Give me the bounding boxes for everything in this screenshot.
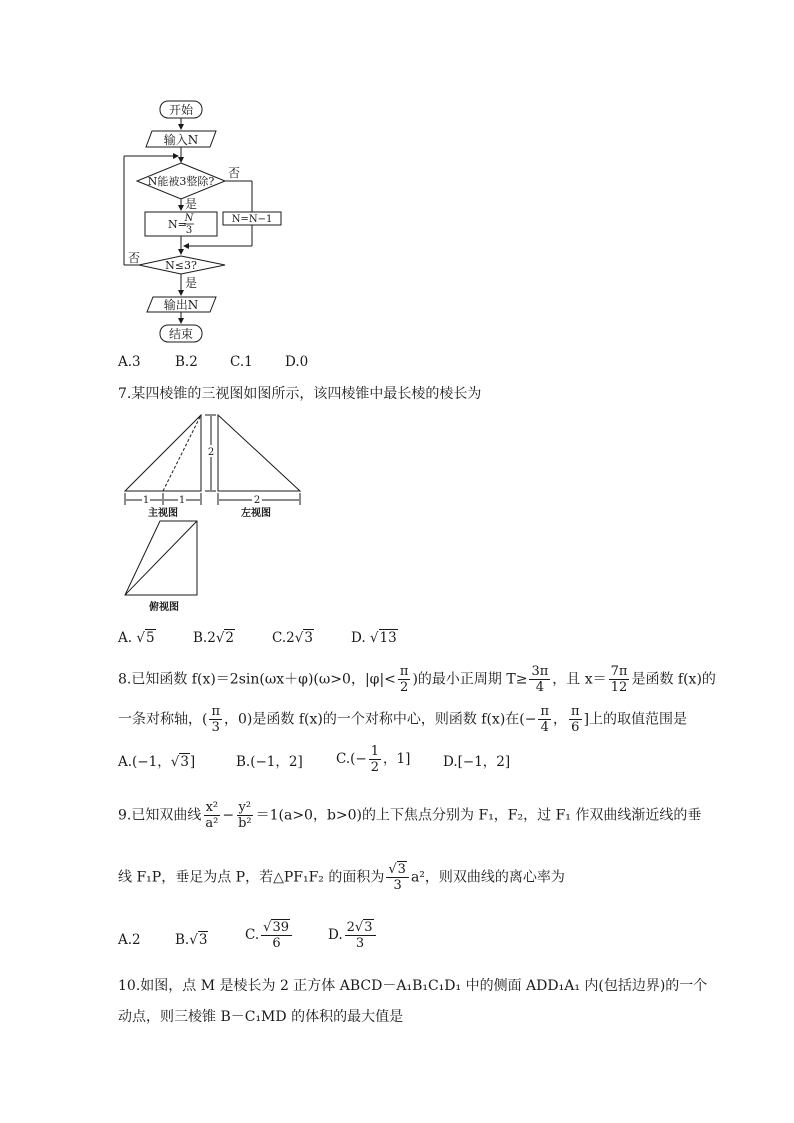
q7-question: 7.某四棱锥的三视图如图所示，该四棱锥中最长棱的棱长为 xyxy=(118,386,482,402)
flowchart-yes2-label: 是 xyxy=(185,276,198,290)
flowchart-divide-label: N= xyxy=(168,218,187,231)
three-view-drawing xyxy=(0,405,794,645)
q8-option-d: D.[−1，2] xyxy=(443,754,511,770)
q8-line1: 8.已知函数 f(x)＝2sin(ωx＋φ)(ω>0，|φ|< $\frac{\pi}{2}$ )的最小正周期 T≥ $\frac{3\pi}{4}$ ，且 x＝ $\frac{7\pi}{12}$ 是函数 f(x)的 xyxy=(118,664,716,695)
dim-side-base: 2 xyxy=(253,495,261,506)
q6-option-b: B.2 xyxy=(175,354,198,370)
q9-option-c: C. $\frac{√39}{6}$ xyxy=(245,920,294,951)
q7-option-d: D. √13 xyxy=(351,630,397,646)
flowchart-divide-num: N xyxy=(184,213,194,224)
q9-option-b: B.√3 xyxy=(175,932,208,948)
q9-option-a: A.2 xyxy=(118,932,141,948)
flowchart-no1-label: 否 xyxy=(228,166,241,180)
front-view-hidden-edge xyxy=(163,415,201,491)
q6-option-c: C.1 xyxy=(230,354,253,370)
dim-front-left: 1 xyxy=(142,495,150,506)
q6-option-a: A.3 xyxy=(118,354,141,370)
q7-option-c: C.2√3 xyxy=(272,630,313,646)
flowchart-divide-den: 3 xyxy=(185,225,193,236)
flowchart-decision1-label: N能被3整除? xyxy=(147,175,215,188)
q7-option-b: B.2√2 xyxy=(193,630,235,646)
q8-line2: 一条对称轴，( $\frac{\pi}{3}$ ，0)是函数 f(x)的一个对称中心，则函数 f(x)在(− $\frac{\pi}{4}$ ， $\frac{\pi}{6}$ ]上的取值范围是 xyxy=(118,704,688,735)
flowchart-yes1-label: 是 xyxy=(185,197,198,211)
label-top-view: 俯视图 xyxy=(149,602,179,613)
q6-option-d: D.0 xyxy=(285,354,309,370)
q7-option-a: A. √5 xyxy=(118,630,155,646)
q8-option-b: B.(−1，2] xyxy=(236,754,303,770)
flowchart-no2-label: 否 xyxy=(128,251,141,265)
q8-option-c: C.(− $\frac{1}{2}$ ，1] xyxy=(336,744,411,775)
front-view-triangle xyxy=(125,415,201,491)
label-side-view: 左视图 xyxy=(241,508,271,519)
flowchart-output-label: 输出N xyxy=(163,298,199,312)
q9-line2: 线 F₁P，垂足为点 P，若△PF₁F₂ 的面积为 $\frac{√3}{3}$ a²，则双曲线的离心率为 xyxy=(118,862,565,893)
flowchart-decision2-label: N≤3? xyxy=(165,259,197,272)
q8-option-a: A.(−1，√3] xyxy=(118,754,196,770)
flowchart-start-label: 开始 xyxy=(168,103,194,117)
side-view-triangle xyxy=(218,415,300,491)
label-front-view: 主视图 xyxy=(148,508,178,519)
flowchart-end-label: 结束 xyxy=(168,327,194,341)
q10-line1: 10.如图，点 M 是棱长为 2 正方体 ABCD－A₁B₁C₁D₁ 中的侧面 ADD₁A₁ 内(包括边界)的一个 xyxy=(118,978,708,994)
q9-line1: 9.已知双曲线 $\frac{\text{x²}}{\text{a²}}$ − $\frac{\text{y²}}{\text{b²}}$ ＝1(a>0，b>0)的上下焦点分别为 F₁，F₂，过 F₁ 作双曲线渐近线的垂 xyxy=(118,800,702,831)
dim-height: 2 xyxy=(207,447,215,458)
dim-front-right: 1 xyxy=(178,495,186,506)
q9-option-d: D. $\frac{2√3}{3}$ xyxy=(328,920,378,951)
flowchart xyxy=(0,0,794,360)
flowchart-input-label: 输入N xyxy=(163,133,199,147)
flowchart-subtract-label: N=N−1 xyxy=(231,214,273,225)
q10-line2: 动点，则三棱锥 B－C₁MD 的体积的最大值是 xyxy=(118,1009,404,1025)
